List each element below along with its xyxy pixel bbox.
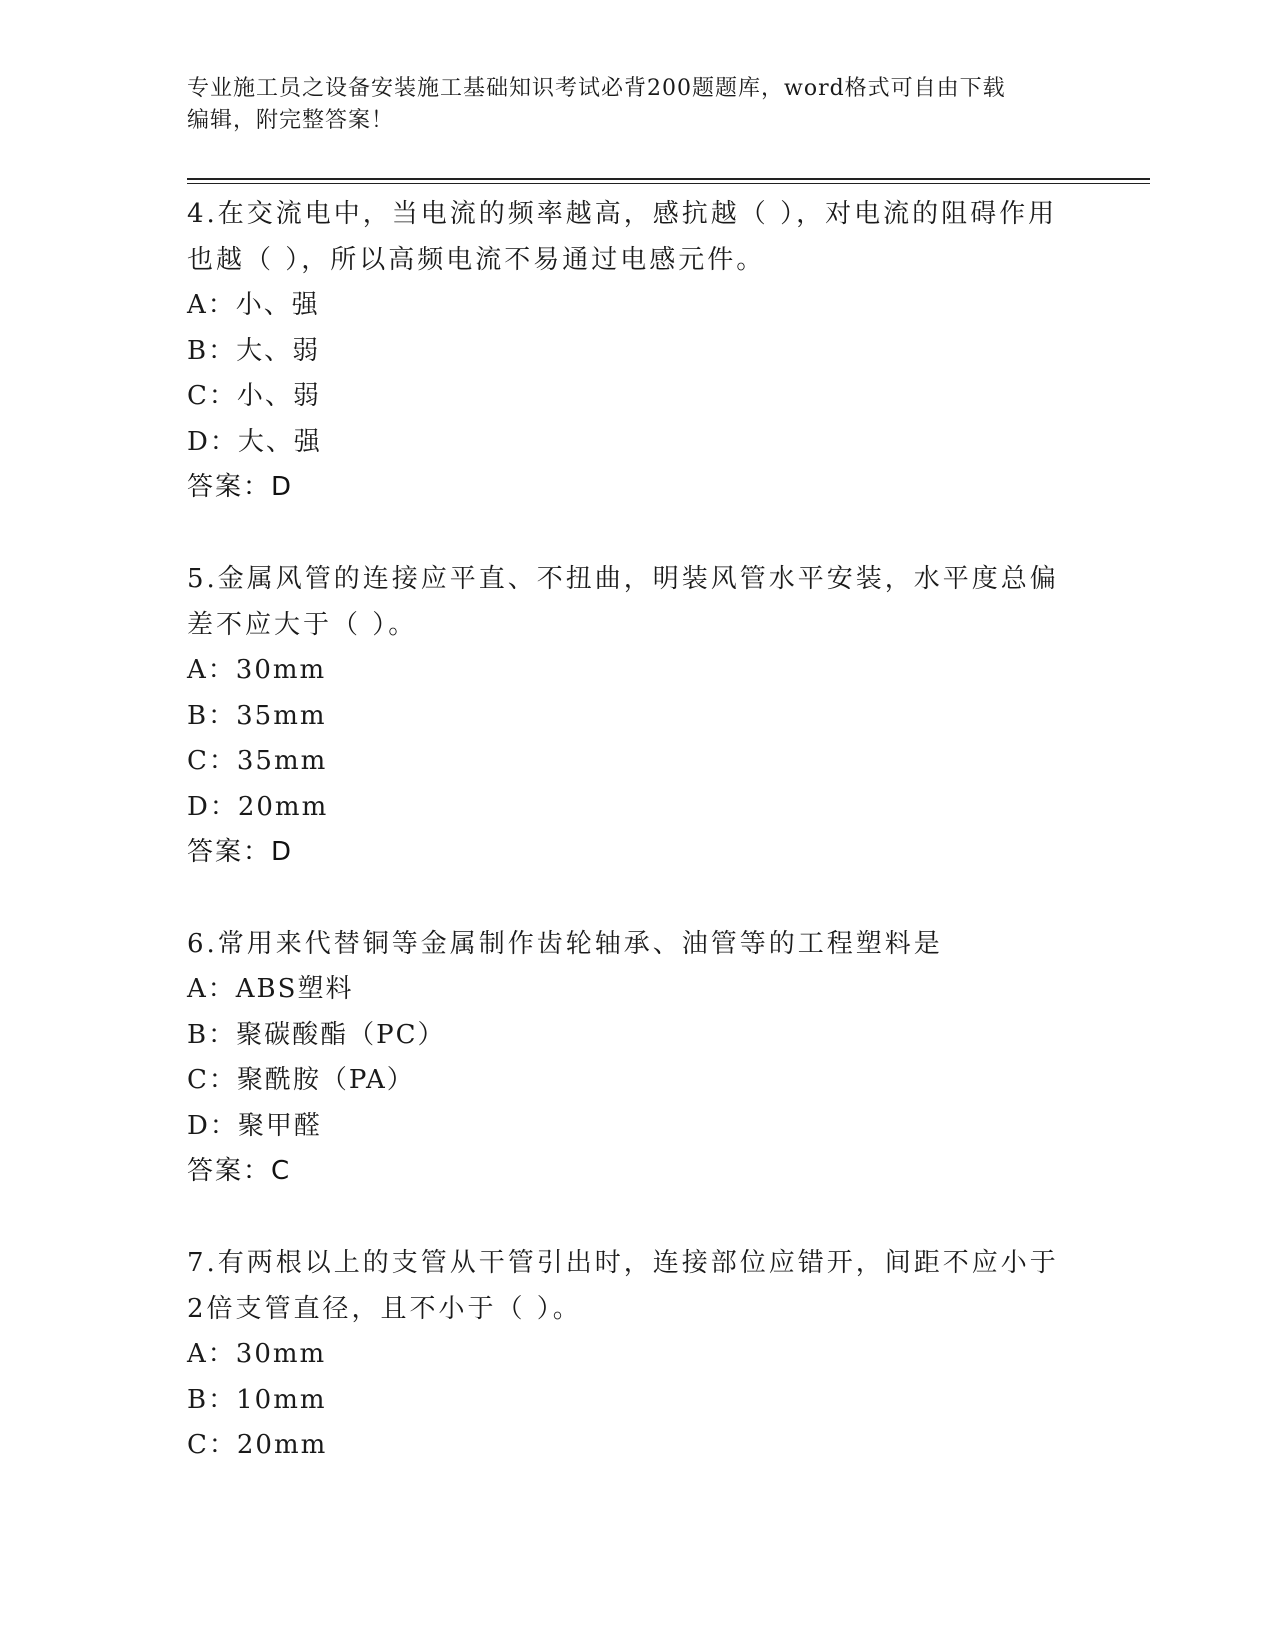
question-text-line: 也越（ ），所以高频电流不易通过电感元件。 — [187, 245, 766, 275]
answer: 答案：C — [187, 1156, 292, 1186]
option-a: A：小、强 — [187, 290, 320, 320]
header-divider-thin — [187, 183, 1150, 184]
option-c: C：20mm — [187, 1430, 328, 1460]
question-text-line: 7.有两根以上的支管从干管引出时，连接部位应错开，间距不应小于 — [187, 1248, 1059, 1278]
question-4 — [187, 191, 1067, 510]
question-5 — [187, 556, 1067, 875]
option-c: C：35mm — [187, 746, 328, 776]
option-a: A：30mm — [187, 655, 327, 685]
option-d: D：大、强 — [187, 426, 322, 457]
header-line-2: 编辑，附完整答案！ — [187, 108, 395, 133]
option-b: B：35mm — [187, 700, 327, 731]
option-b: B：聚碳酸酯（PC） — [187, 1019, 446, 1050]
option-b: B：10mm — [187, 1384, 327, 1415]
option-d: D：20mm — [187, 791, 329, 822]
question-text-line: 2倍支管直径，且不小于（ ）。 — [187, 1294, 582, 1324]
option-c: C：聚酰胺（PA） — [187, 1065, 415, 1095]
option-c: C：小、弱 — [187, 381, 321, 411]
header-divider-thick — [187, 178, 1150, 180]
answer: 答案：D — [187, 837, 294, 867]
option-a: A：ABS塑料 — [187, 974, 354, 1004]
question-6 — [187, 921, 1067, 1194]
question-text-line: 4.在交流电中，当电流的频率越高，感抗越（ ），对电流的阻碍作用 — [187, 199, 1058, 229]
option-d: D：聚甲醛 — [187, 1110, 322, 1141]
header-line-1: 专业施工员之设备安装施工基础知识考试必背200题题库，word格式可自由下载 — [187, 76, 1006, 101]
option-b: B：大、弱 — [187, 335, 321, 366]
question-list — [187, 191, 1067, 1515]
question-text-line: 差不应大于（ ）。 — [187, 610, 418, 640]
document-header — [187, 73, 1067, 137]
question-7 — [187, 1240, 1067, 1469]
answer: 答案：D — [187, 472, 294, 502]
question-text-line: 6.常用来代替铜等金属制作齿轮轴承、油管等的工程塑料是 — [187, 929, 943, 959]
question-text-line: 5.金属风管的连接应平直、不扭曲，明装风管水平安装，水平度总偏 — [187, 564, 1059, 594]
option-a: A：30mm — [187, 1339, 327, 1369]
